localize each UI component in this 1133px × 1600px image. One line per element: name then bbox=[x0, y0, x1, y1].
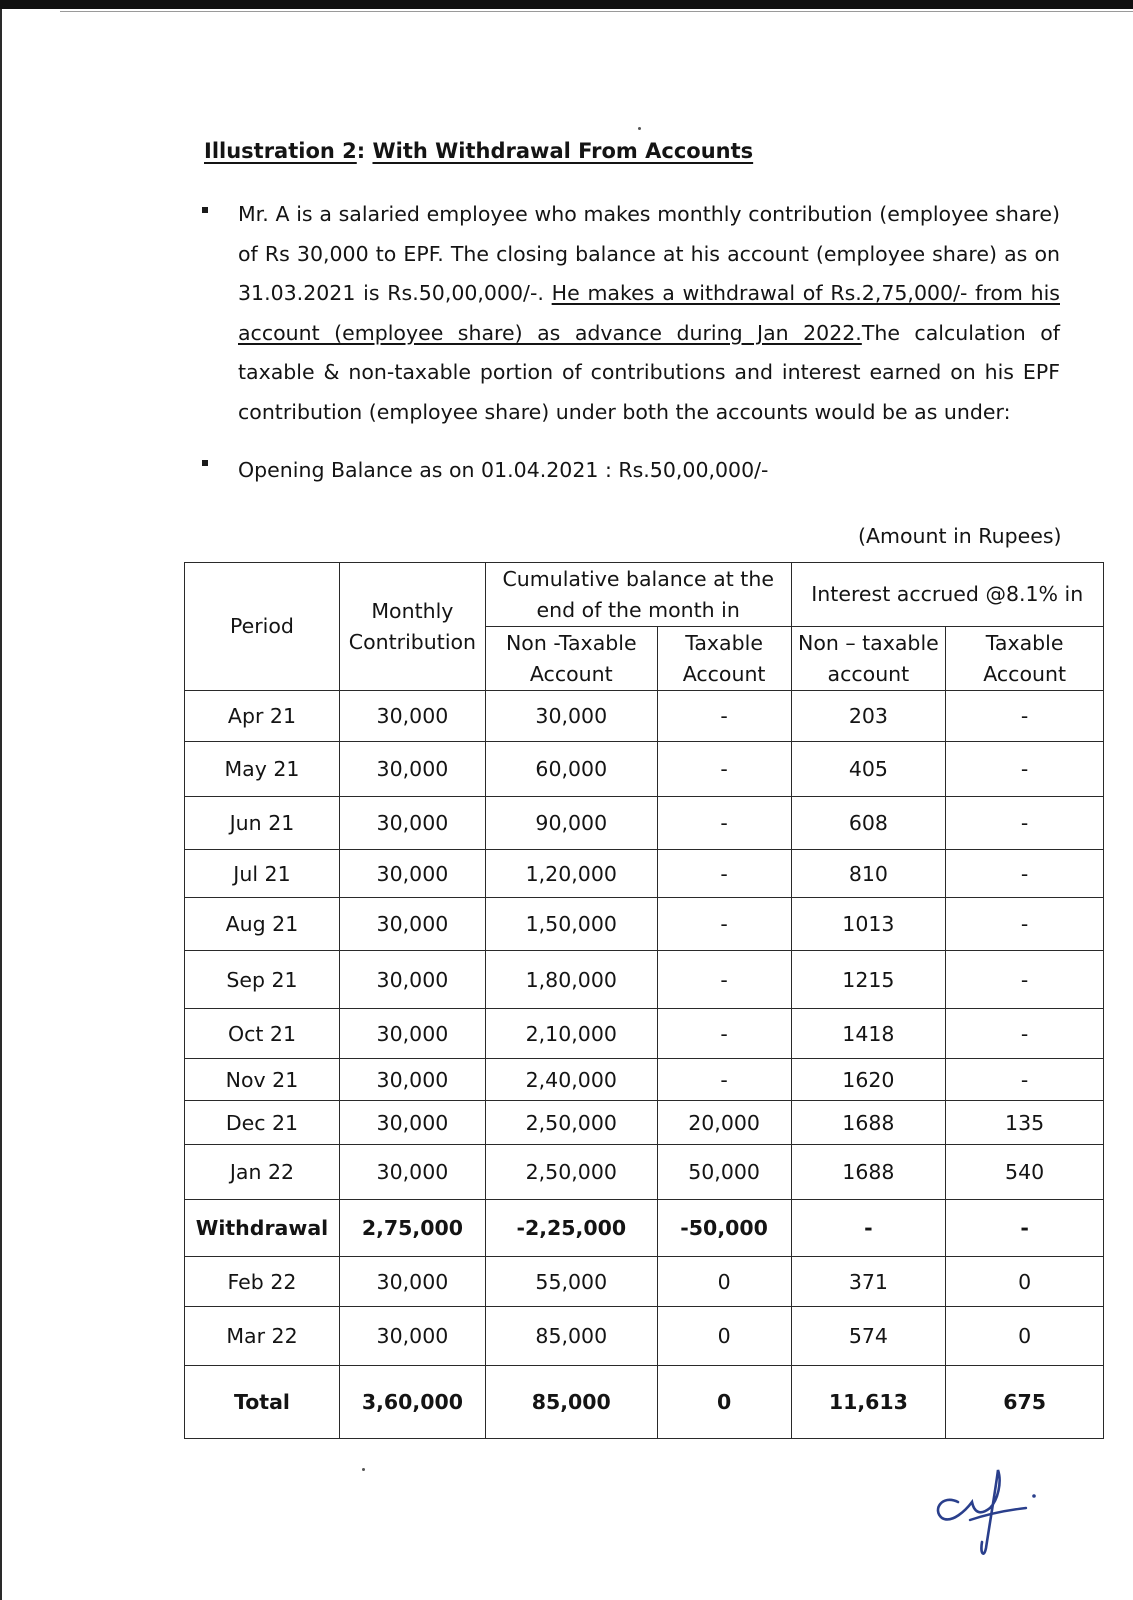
cell-contribution: 30,000 bbox=[339, 850, 485, 898]
table-row bbox=[185, 742, 1104, 797]
cell-interest-taxable: - bbox=[946, 898, 1104, 951]
page-edge bbox=[0, 0, 2, 1600]
cell-non-taxable: 30,000 bbox=[485, 691, 657, 742]
cell-interest-taxable: - bbox=[946, 1059, 1104, 1101]
cell-non-taxable: -2,25,000 bbox=[485, 1200, 657, 1257]
header-interest-taxable: Taxable Account bbox=[946, 627, 1104, 691]
cell-contribution: 2,75,000 bbox=[339, 1200, 485, 1257]
bullet-icon bbox=[202, 207, 208, 213]
cell-taxable: - bbox=[657, 951, 791, 1009]
cell-non-taxable: 90,000 bbox=[485, 797, 657, 850]
cell-taxable: 0 bbox=[657, 1307, 791, 1366]
signature-icon bbox=[928, 1462, 1038, 1562]
cell-interest-non-taxable: 1418 bbox=[791, 1009, 946, 1059]
cell-interest-non-taxable: 574 bbox=[791, 1307, 946, 1366]
epf-calculation-table bbox=[184, 562, 1104, 1439]
header-taxable-account: Taxable Account bbox=[657, 627, 791, 691]
cell-interest-taxable: - bbox=[946, 951, 1104, 1009]
cell-non-taxable: 1,20,000 bbox=[485, 850, 657, 898]
cell-taxable: - bbox=[657, 797, 791, 850]
cell-interest-non-taxable: 1215 bbox=[791, 951, 946, 1009]
cell-interest-taxable: - bbox=[946, 1200, 1104, 1257]
cell-period: Jan 22 bbox=[185, 1145, 340, 1200]
table-header-row bbox=[185, 563, 1104, 627]
cell-interest-non-taxable: 810 bbox=[791, 850, 946, 898]
cell-contribution: 30,000 bbox=[339, 898, 485, 951]
cell-interest-taxable: - bbox=[946, 797, 1104, 850]
heading-separator: : bbox=[356, 139, 373, 163]
cell-interest-taxable: - bbox=[946, 850, 1104, 898]
description-paragraph bbox=[238, 195, 1060, 432]
cell-period: Jun 21 bbox=[185, 797, 340, 850]
cell-non-taxable: 1,80,000 bbox=[485, 951, 657, 1009]
cell-taxable: - bbox=[657, 1059, 791, 1101]
top-border-thin bbox=[60, 11, 1133, 12]
cell-interest-taxable: 0 bbox=[946, 1257, 1104, 1307]
cell-interest-non-taxable: - bbox=[791, 1200, 946, 1257]
cell-contribution: 30,000 bbox=[339, 951, 485, 1009]
cell-taxable: 0 bbox=[657, 1257, 791, 1307]
cell-contribution: 30,000 bbox=[339, 1257, 485, 1307]
cell-interest-non-taxable: 1620 bbox=[791, 1059, 946, 1101]
header-cumulative-balance: Cumulative balance at the end of the month in bbox=[485, 563, 791, 627]
cell-contribution: 30,000 bbox=[339, 1145, 485, 1200]
cell-contribution: 30,000 bbox=[339, 691, 485, 742]
withdrawal-note: He makes a withdrawal of Rs.2,75,000/- from his account (employee share) as advance during Jan 2022. bbox=[238, 281, 1060, 345]
heading-title: With Withdrawal From Accounts bbox=[372, 139, 754, 163]
header-interest-non-taxable: Non – taxable account bbox=[791, 627, 946, 691]
table-row bbox=[185, 1009, 1104, 1059]
cell-period: Withdrawal bbox=[185, 1200, 340, 1257]
cell-non-taxable: 2,50,000 bbox=[485, 1101, 657, 1145]
cell-interest-non-taxable: 1688 bbox=[791, 1145, 946, 1200]
withdrawal-row bbox=[185, 1200, 1104, 1257]
cell-interest-taxable: 540 bbox=[946, 1145, 1104, 1200]
cell-non-taxable: 55,000 bbox=[485, 1257, 657, 1307]
description-text-2: The calculation of taxable & non-taxable portion of contributions and interest earned on his EPF contribution (employee share) under both the accounts would be as under: bbox=[238, 320, 1060, 424]
amount-unit-note: (Amount in Rupees) bbox=[858, 524, 1062, 548]
header-monthly-contribution: Monthly Contribution bbox=[339, 563, 485, 691]
cell-interest-taxable: - bbox=[946, 691, 1104, 742]
total-cell-period: Total bbox=[185, 1366, 340, 1439]
cell-interest-non-taxable: 405 bbox=[791, 742, 946, 797]
cell-contribution: 30,000 bbox=[339, 1307, 485, 1366]
heading-label: Illustration 2 bbox=[204, 139, 357, 163]
cell-non-taxable: 60,000 bbox=[485, 742, 657, 797]
cell-non-taxable: 1,50,000 bbox=[485, 898, 657, 951]
table-row bbox=[185, 850, 1104, 898]
cell-interest-non-taxable: 608 bbox=[791, 797, 946, 850]
description-text-1: Mr. A is a salaried employee who makes monthly contribution (employee share) of Rs 30,000 to EPF. The closing balance at his account (employee share) as on 31.03.2021 is Rs.50,00,000/-. bbox=[238, 202, 1060, 305]
cell-taxable: - bbox=[657, 691, 791, 742]
total-cell-contribution: 3,60,000 bbox=[339, 1366, 485, 1439]
table-row bbox=[185, 1101, 1104, 1145]
cell-period: May 21 bbox=[185, 742, 340, 797]
cell-taxable: - bbox=[657, 850, 791, 898]
cell-period: Aug 21 bbox=[185, 898, 340, 951]
bullet-icon bbox=[202, 460, 208, 466]
illustration-heading bbox=[204, 139, 753, 163]
top-border bbox=[0, 0, 1133, 9]
table-row bbox=[185, 691, 1104, 742]
cell-non-taxable: 2,50,000 bbox=[485, 1145, 657, 1200]
table-row bbox=[185, 1307, 1104, 1366]
cell-taxable: 50,000 bbox=[657, 1145, 791, 1200]
cell-taxable: 20,000 bbox=[657, 1101, 791, 1145]
cell-interest-taxable: - bbox=[946, 1009, 1104, 1059]
table-row bbox=[185, 1257, 1104, 1307]
cell-period: Dec 21 bbox=[185, 1101, 340, 1145]
cell-contribution: 30,000 bbox=[339, 1059, 485, 1101]
paper-speck bbox=[638, 127, 641, 130]
table-row bbox=[185, 951, 1104, 1009]
cell-contribution: 30,000 bbox=[339, 742, 485, 797]
cell-period: Jul 21 bbox=[185, 850, 340, 898]
table-body bbox=[185, 691, 1104, 1439]
total-row bbox=[185, 1366, 1104, 1439]
cell-interest-non-taxable: 1688 bbox=[791, 1101, 946, 1145]
cell-contribution: 30,000 bbox=[339, 1101, 485, 1145]
cell-period: Sep 21 bbox=[185, 951, 340, 1009]
table-row bbox=[185, 797, 1104, 850]
cell-non-taxable: 2,10,000 bbox=[485, 1009, 657, 1059]
cell-contribution: 30,000 bbox=[339, 1009, 485, 1059]
paper-speck bbox=[362, 1468, 365, 1471]
cell-period: Feb 22 bbox=[185, 1257, 340, 1307]
cell-non-taxable: 85,000 bbox=[485, 1307, 657, 1366]
cell-interest-non-taxable: 203 bbox=[791, 691, 946, 742]
cell-interest-non-taxable: 371 bbox=[791, 1257, 946, 1307]
header-non-taxable-account: Non -Taxable Account bbox=[485, 627, 657, 691]
cell-interest-non-taxable: 1013 bbox=[791, 898, 946, 951]
cell-contribution: 30,000 bbox=[339, 797, 485, 850]
cell-period: Oct 21 bbox=[185, 1009, 340, 1059]
table-row bbox=[185, 1059, 1104, 1101]
total-cell-interest-taxable: 675 bbox=[946, 1366, 1104, 1439]
cell-taxable: - bbox=[657, 742, 791, 797]
cell-interest-taxable: - bbox=[946, 742, 1104, 797]
cell-interest-taxable: 135 bbox=[946, 1101, 1104, 1145]
cell-non-taxable: 2,40,000 bbox=[485, 1059, 657, 1101]
opening-balance: Opening Balance as on 01.04.2021 : Rs.50,00,000/- bbox=[238, 458, 769, 482]
header-period: Period bbox=[185, 563, 340, 691]
cell-taxable: - bbox=[657, 898, 791, 951]
total-cell-non-taxable: 85,000 bbox=[485, 1366, 657, 1439]
total-cell-interest-non-taxable: 11,613 bbox=[791, 1366, 946, 1439]
cell-interest-taxable: 0 bbox=[946, 1307, 1104, 1366]
cell-period: Apr 21 bbox=[185, 691, 340, 742]
cell-period: Nov 21 bbox=[185, 1059, 340, 1101]
cell-taxable: - bbox=[657, 1009, 791, 1059]
total-cell-taxable: 0 bbox=[657, 1366, 791, 1439]
cell-period: Mar 22 bbox=[185, 1307, 340, 1366]
header-interest-accrued: Interest accrued @8.1% in bbox=[791, 563, 1103, 627]
cell-taxable: -50,000 bbox=[657, 1200, 791, 1257]
table-row bbox=[185, 898, 1104, 951]
table-row bbox=[185, 1145, 1104, 1200]
